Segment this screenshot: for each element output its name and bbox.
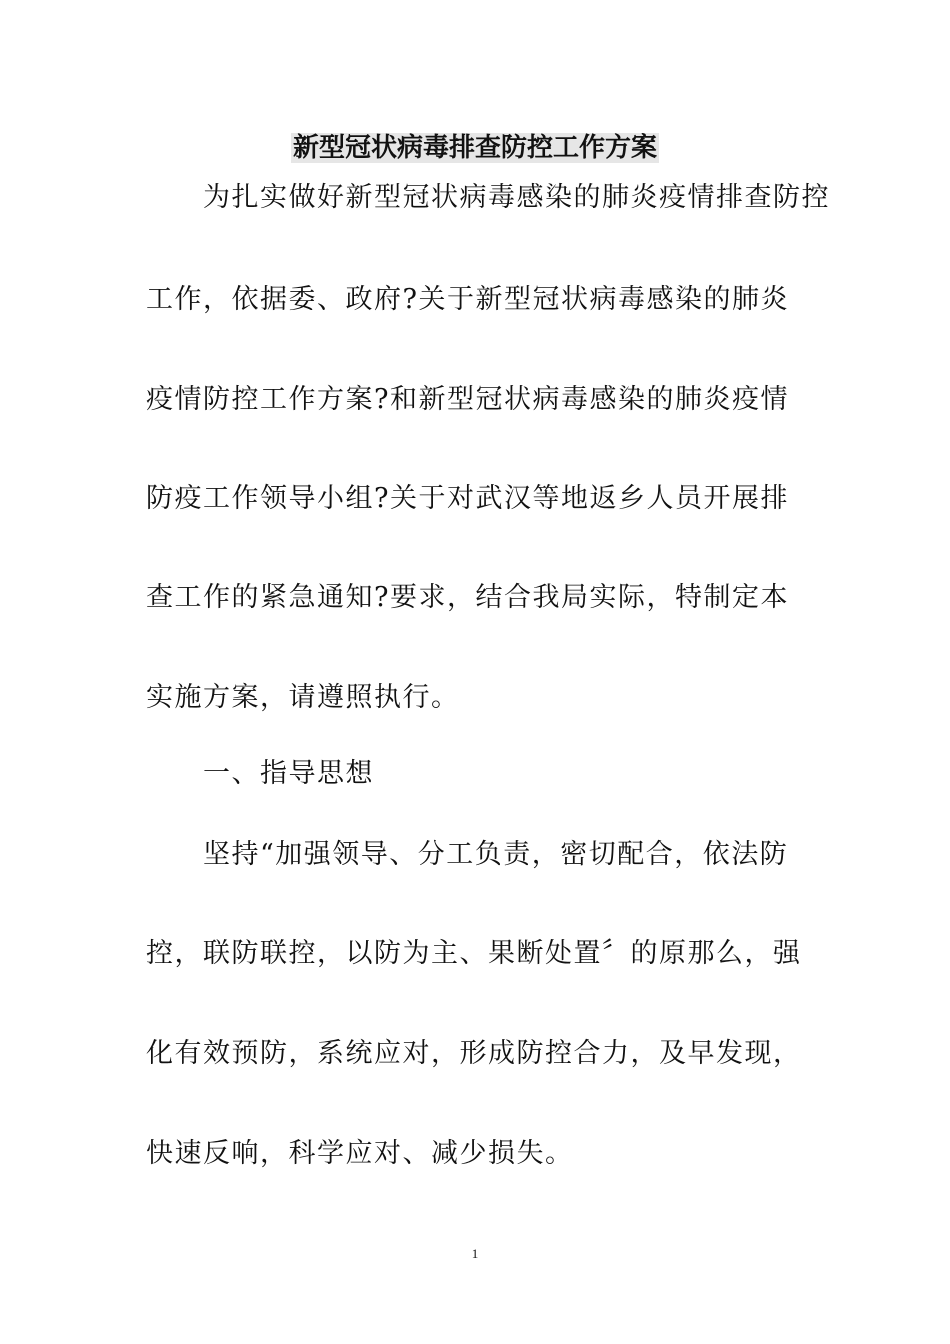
paragraph-line: 控，联防联控，以防为主、果断处置〞的原那么，强	[146, 938, 802, 969]
section-heading: 一、指导思想	[203, 758, 374, 789]
paragraph-line: 为扎实做好新型冠状病毒感染的肺炎疫情排查防控	[203, 182, 830, 213]
page-number: 1	[471, 1246, 479, 1261]
paragraph-line: 工作，依据委、政府?关于新型冠状病毒感染的肺炎	[146, 284, 789, 315]
paragraph-line: 查工作的紧急通知?要求，结合我局实际，特制定本	[146, 582, 789, 613]
paragraph-line: 坚持“加强领导、分工负责，密切配合，依法防	[203, 839, 789, 870]
paragraph-line: 化有效预防，系统应对，形成防控合力，及早发现，	[146, 1038, 802, 1069]
paragraph-line: 实施方案，请遵照执行。	[146, 682, 460, 713]
paragraph-line: 疫情防控工作方案?和新型冠状病毒感染的肺炎疫情	[146, 384, 789, 415]
paragraph-line: 快速反响，科学应对、减少损失。	[146, 1138, 574, 1169]
document-title	[0, 128, 950, 168]
paragraph-line: 防疫工作领导小组?关于对武汉等地返乡人员开展排	[146, 483, 789, 514]
document-title-text: 新型冠状病毒排查防控工作方案	[292, 133, 657, 163]
